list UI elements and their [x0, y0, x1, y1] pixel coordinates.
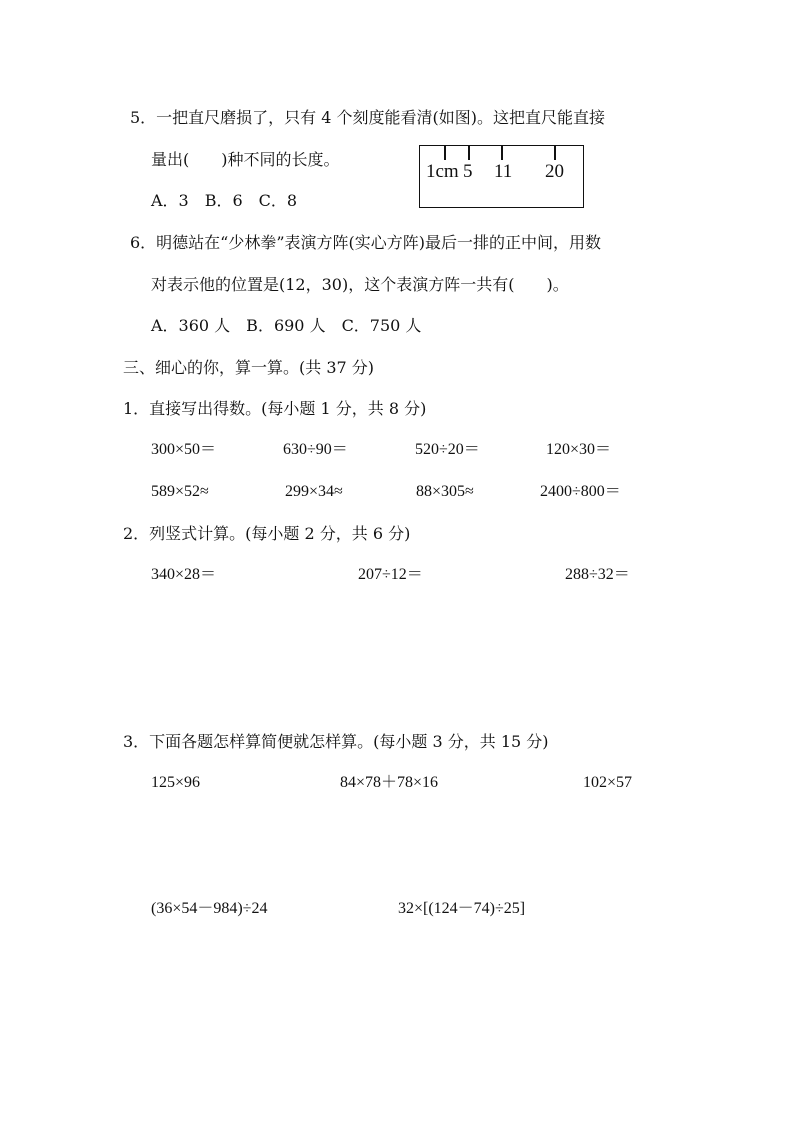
- part1-item: 300×50＝: [151, 441, 217, 458]
- part3-item: 32×[(124－74)÷25]: [398, 900, 526, 917]
- section3-title: 三、细心的你，算一算。(共 37 分): [123, 358, 375, 377]
- ruler-label-11: 11: [494, 161, 513, 182]
- part2-item: 340×28＝: [151, 566, 217, 583]
- part3-item: (36×54－984)÷24: [151, 900, 268, 917]
- part3-item: 125×96: [151, 774, 201, 791]
- ruler-tick-20: [554, 146, 556, 160]
- part1-item: 2400÷800＝: [540, 483, 621, 500]
- part1-item: 299×34≈: [285, 483, 343, 500]
- part2-title: 2．列竖式计算。(每小题 2 分，共 6 分): [123, 524, 411, 543]
- part3-item: 84×78＋78×16: [340, 774, 439, 791]
- part1-item: 520÷20＝: [415, 441, 480, 458]
- part1-title: 1．直接写出得数。(每小题 1 分，共 8 分): [123, 399, 427, 418]
- part3-item: 102×57: [583, 774, 633, 791]
- ruler-tick-1cm: [444, 146, 446, 160]
- part1-item: 88×305≈: [416, 483, 474, 500]
- ruler-tick-11: [501, 146, 503, 160]
- q6-options: A．360 人 B．690 人 C．750 人: [151, 316, 422, 335]
- q6-line1: 6．明德站在“少林拳”表演方阵(实心方阵)最后一排的正中间，用数: [130, 233, 602, 252]
- q5-line2: 量出( )种不同的长度。: [151, 150, 340, 169]
- ruler-label-20: 20: [545, 161, 564, 182]
- ruler-label-5: 5: [463, 161, 473, 182]
- part1-item: 120×30＝: [546, 441, 612, 458]
- part1-item: 630÷90＝: [283, 441, 348, 458]
- part2-item: 207÷12＝: [358, 566, 423, 583]
- part2-item: 288÷32＝: [565, 566, 630, 583]
- q5-options: A．3 B．6 C．8: [151, 191, 298, 210]
- q5-line1: 5．一把直尺磨损了，只有 4 个刻度能看清(如图)。这把直尺能直接: [130, 108, 606, 127]
- q6-line2: 对表示他的位置是(12，30)，这个表演方阵一共有( )。: [151, 275, 569, 294]
- ruler-label-1cm: 1cm: [426, 161, 459, 182]
- ruler-tick-5: [468, 146, 470, 160]
- worn-ruler-figure: [419, 145, 584, 208]
- part1-item: 589×52≈: [151, 483, 209, 500]
- part3-title: 3．下面各题怎样算简便就怎样算。(每小题 3 分，共 15 分): [123, 732, 549, 751]
